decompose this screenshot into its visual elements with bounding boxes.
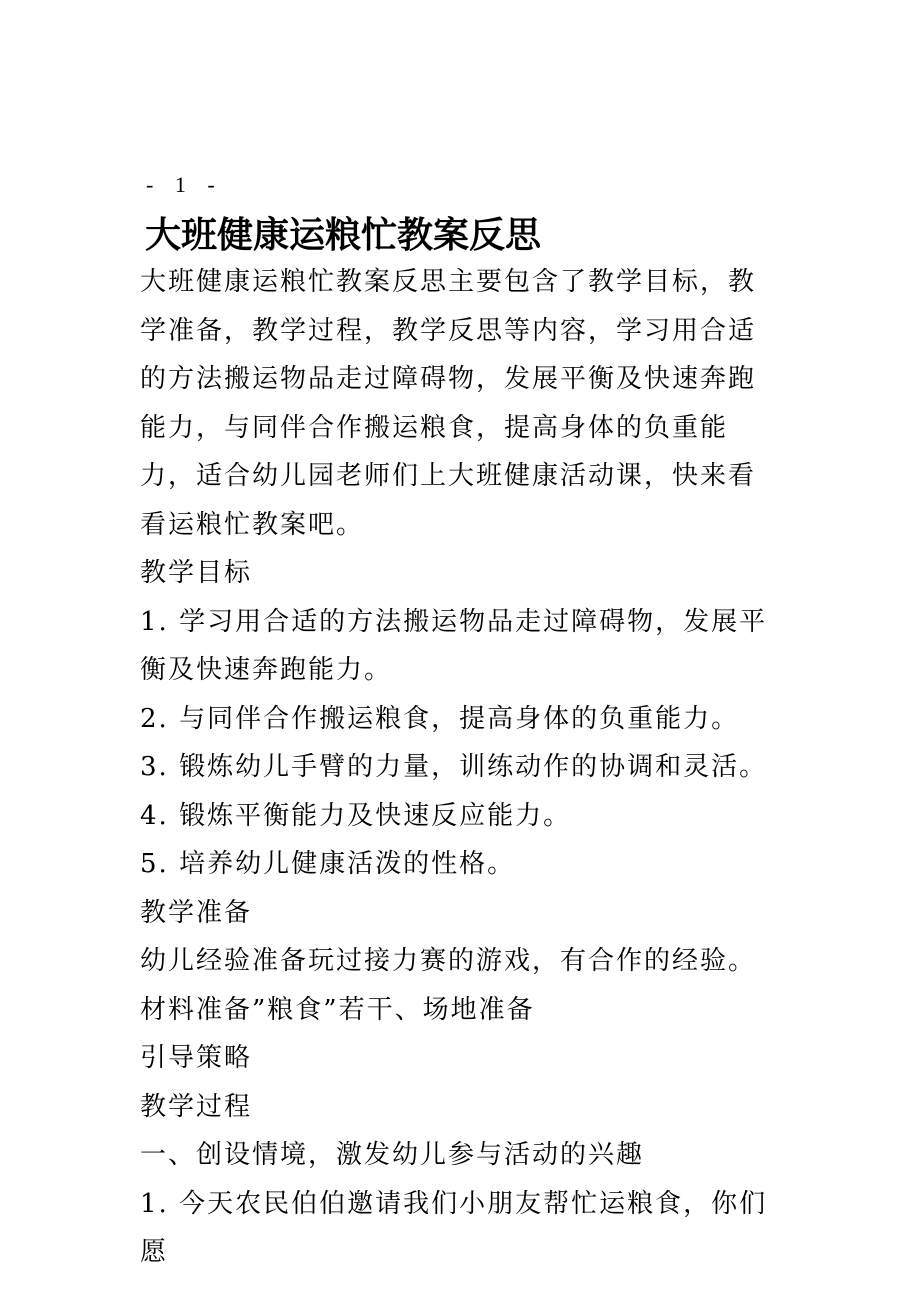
document-title: 大班健康运粮忙教案反思 xyxy=(145,215,542,256)
prep-experience: 幼儿经验准备玩过接力赛的游戏，有合作的经验。 xyxy=(140,946,757,976)
section-heading-goals: 教学目标 xyxy=(140,558,253,588)
section-heading-strategy: 引导策略 xyxy=(140,1043,253,1073)
process-step-item: 1. 今天农民伯伯邀请我们小朋友帮忙运粮食，你们愿 xyxy=(140,1188,768,1267)
section-heading-process: 教学过程 xyxy=(140,1091,253,1122)
goal-item: 4. 锻炼平衡能力及快速反应能力。 xyxy=(140,800,572,831)
goal-item: 1. 学习用合适的方法搬运物品走过障碍物，发展平衡及快速奔跑能力。 xyxy=(140,606,768,685)
goal-item: 2. 与同伴合作搬运粮食，提高身体的负重能力。 xyxy=(140,703,740,734)
section-heading-preparation: 教学准备 xyxy=(140,897,253,928)
goal-item: 3. 锻炼幼儿手臂的力量，训练动作的协调和灵活。 xyxy=(140,752,768,782)
prep-materials: 材料准备”粮食”若干、场地准备 xyxy=(140,994,535,1025)
document-body xyxy=(140,258,780,1277)
goal-item: 5. 培养幼儿健康活泼的性格。 xyxy=(140,849,516,879)
page-number: - 1 - xyxy=(146,172,223,197)
process-step-heading: 一、创设情境，激发幼儿参与活动的兴趣 xyxy=(140,1140,645,1170)
intro-paragraph: 大班健康运粮忙教案反思主要包含了教学目标，教学准备，教学过程，教学反思等内容，学习用合适的方法搬运物品走过障碍物，发展平衡及快速奔跑能力，与同伴合作搬运粮食，提高身体的负重能力，适合幼儿园老师们上大班健康活动课，快来看看运粮忙教案吧。 xyxy=(140,267,757,540)
